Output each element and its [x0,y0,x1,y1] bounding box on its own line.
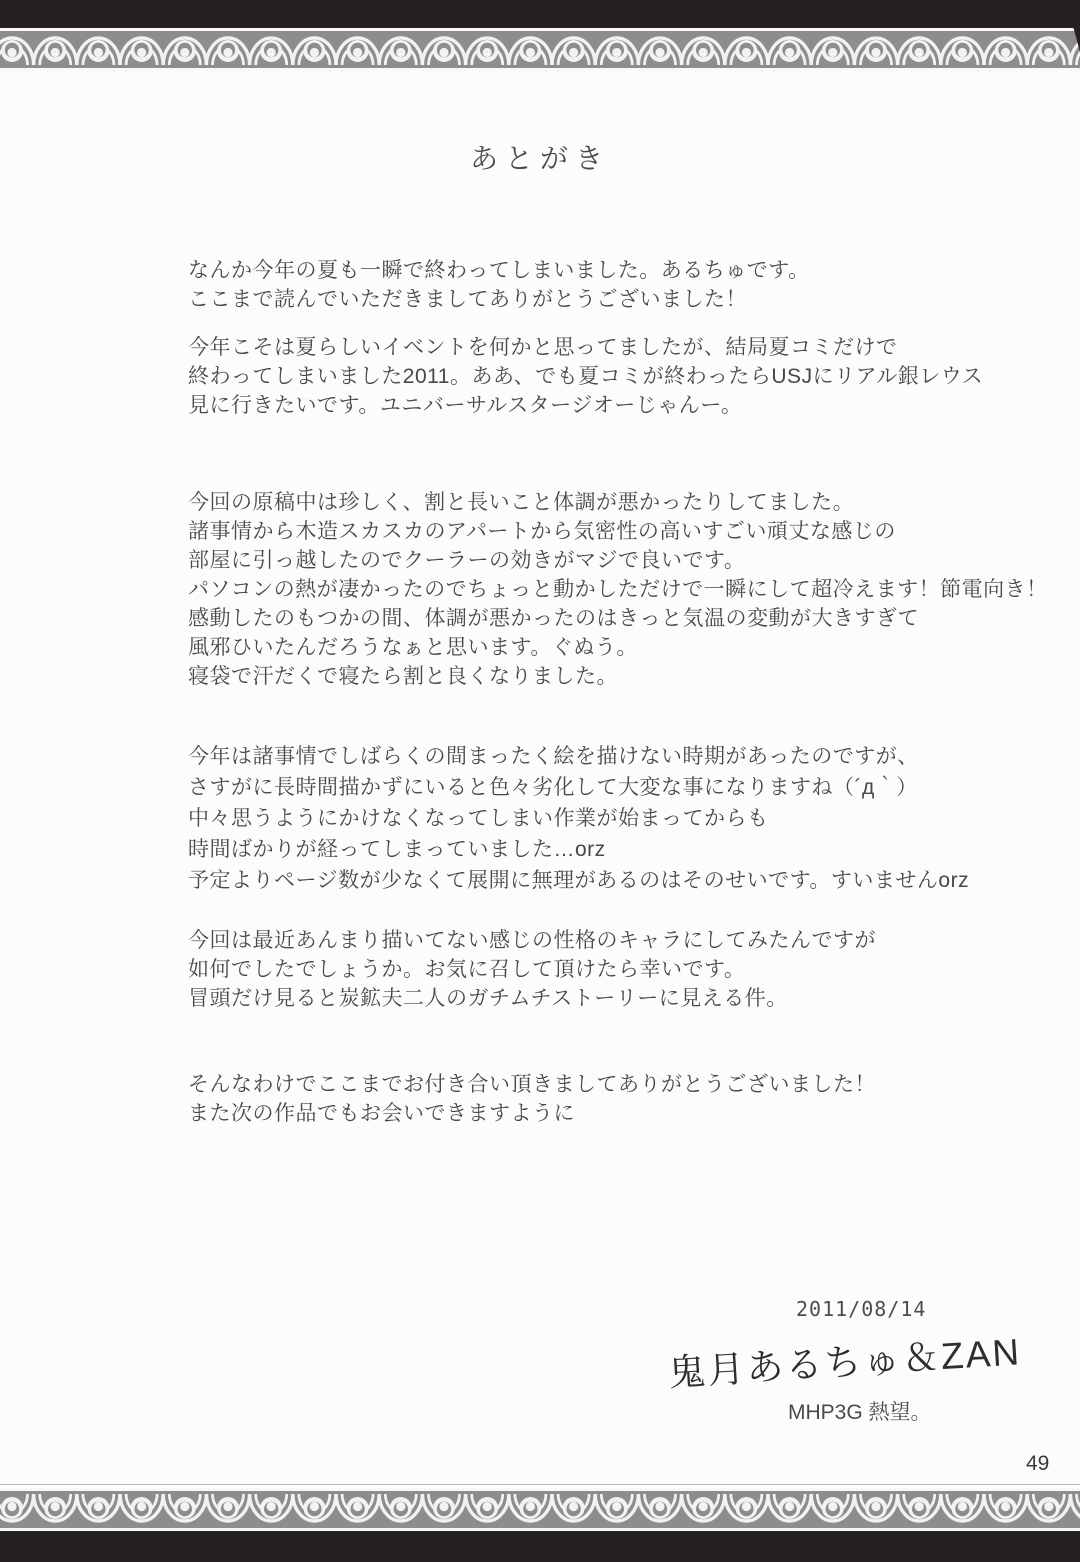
paragraph [188,1070,876,1128]
text-line: なんか今年の夏も一瞬で終わってしまいました。あるちゅです。 [188,259,810,282]
paragraph [188,926,876,1013]
text-line: 部屋に引っ越したのでクーラーの効きがマジで良いです。 [188,549,746,572]
text-line: 感動したのもつかの間、体調が悪かったのはきっと気温の変動が大きすぎて [188,607,919,630]
text-line: ここまで読んでいただきましてありがとうございました！ [188,288,747,311]
text-line: 今回の原稿中は珍しく、割と長いこと体調が悪かったりしてました。 [188,491,855,514]
paragraph [188,488,1048,691]
page-number: 49 [1026,1452,1050,1475]
paragraph [188,256,810,314]
text-line: そんなわけでここまでお付き合い頂きましてありがとうございました！ [188,1073,876,1096]
text-line: また次の作品でもお会いできますように [188,1102,575,1125]
text-line: 寝袋で汗だくで寝たら割と良くなりました。 [188,665,618,688]
text-line: 今年は諸事情でしばらくの間まったく絵を描けない時期があったのですが、 [188,745,919,768]
text-line: パソコンの熱が凄かったのでちょっと動かしただけで一瞬にして超冷えます！節電向き！ [188,578,1048,601]
text-line: 中々思うようにかけなくなってしまい作業が始まってからも [188,807,769,830]
paragraph [188,333,983,420]
text-line: 予定よりページ数が少なくて展開に無理があるのはそのせいです。すいませんorz [188,869,970,892]
text-line: 諸事情から木造スカスカのアパートから気密性の高いすごい頑丈な感じの [188,520,896,543]
text-line: 如何でしたでしょうか。お気に召して頂けたら幸いです。 [188,958,746,981]
author-signature: 鬼月あるちゅ＆ZAN [667,1331,1023,1394]
bottom-border [0,1484,1080,1562]
page-title: あとがき [469,143,610,174]
bottom-egg-and-dart-pattern [0,1488,1080,1531]
text-line: 冒頭だけ見ると炭鉱夫二人のガチムチストーリーに見える件。 [188,987,788,1010]
text-line: 見に行きたいです。ユニバーサルスタージオーじゃんー。 [188,394,743,417]
text-line: 今年こそは夏らしいイベントを何かと思ってましたが、結局夏コミだけで [188,336,898,359]
text-line: 時間ばかりが経ってしまっていました…orz [188,838,606,861]
paragraph [188,741,969,896]
date-text: 2011/08/14 [796,1297,927,1321]
text-line: さすがに長時間描かずにいると色々劣化して大変な事になりますね（´д｀） [188,776,918,799]
text-line: 風邪ひいたんだろうなぁと思います。ぐぬう。 [188,636,638,659]
text-line: 今回は最近あんまり描いてない感じの性格のキャラにしてみたんですが [188,929,876,952]
bottom-dark-band [0,1531,1080,1562]
text-line: 終わってしまいました2011。ああ、でも夏コミが終わったらUSJにリアル銀レウス [188,365,984,388]
signature-note: MHP3G 熱望。 [788,1401,932,1424]
egg-and-dart-ornament-icon [0,1491,1080,1528]
